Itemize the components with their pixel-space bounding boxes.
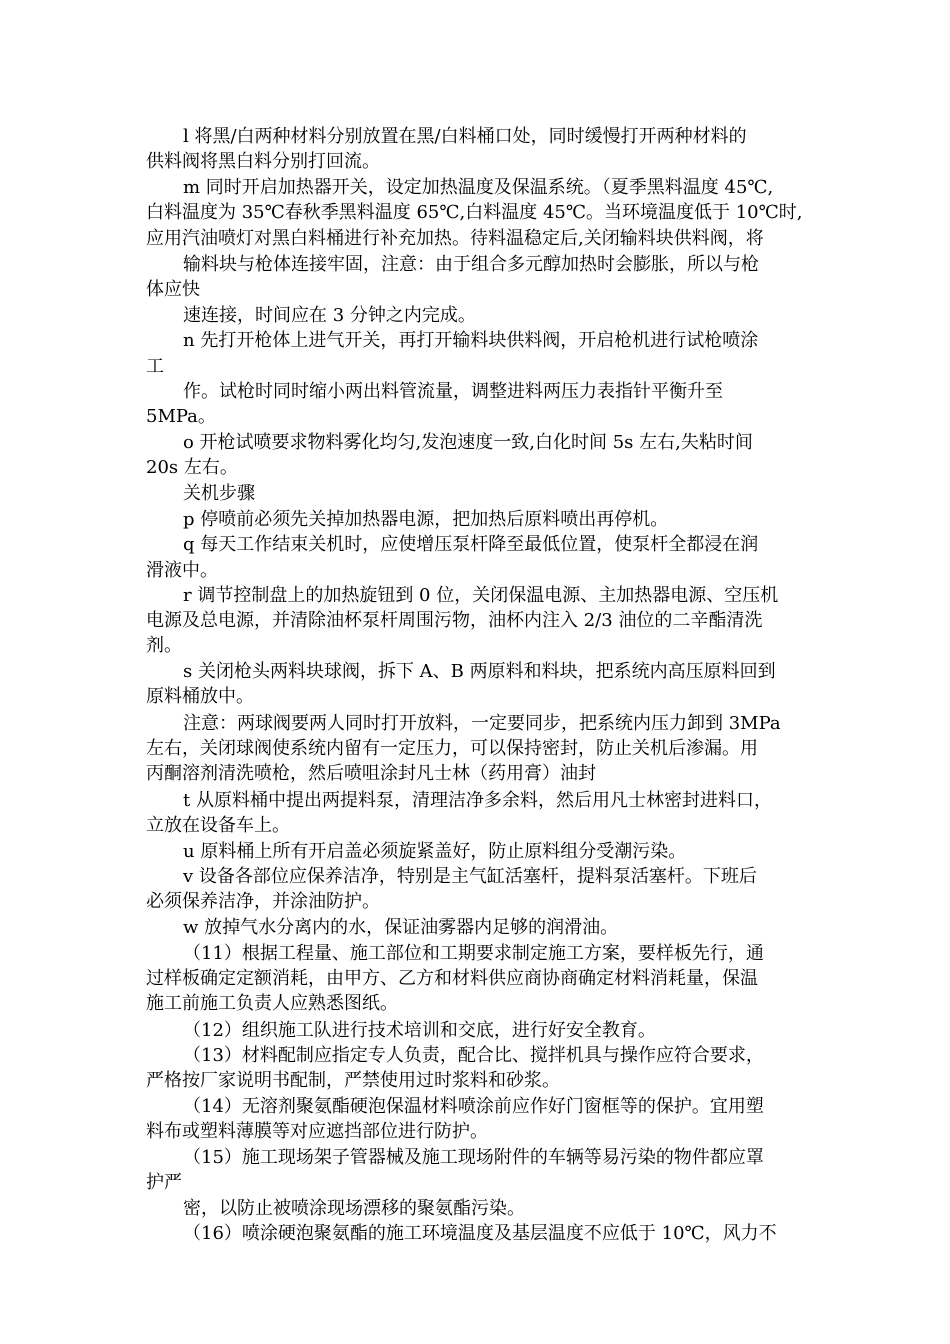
text-line: m 同时开启加热器开关，设定加热温度及保温系统。（夏季黑料温度 45℃, [183,177,774,198]
text-line: 供料阀将黑白料分别打回流。 [146,151,380,172]
text-line: p 停喷前必须先关掉加热器电源，把加热后原料喷出再停机。 [183,509,669,530]
text-line: n 先打开枪体上进气开关，再打开输料块供料阀，开启枪机进行试枪喷涂 [183,330,759,351]
text-line: 过样板确定定额消耗，由甲方、乙方和材料供应商协商确定材料消耗量，保温 [146,968,758,989]
text-line: 施工前施工负责人应熟悉图纸。 [146,993,398,1014]
section-heading: 关机步骤 [183,483,255,504]
text-line: （13）材料配制应指定专人负责，配合比、搅拌机具与操作应符合要求， [183,1045,764,1066]
text-line: r 调节控制盘上的加热旋钮到 0 位，关闭保温电源、主加热器电源、空压机 [183,585,779,606]
text-line: 5MPa。 [146,406,216,427]
text-line: 左右，关闭球阀使系统内留有一定压力，可以保持密封，防止关机后渗漏。用 [146,738,758,759]
text-line: 20s 左右。 [146,457,238,478]
text-line: 必须保养洁净，并涂油防护。 [146,891,380,912]
text-line: 注意：两球阀要两人同时打开放料，一定要同步，把系统内压力卸到 3MPa [183,713,781,734]
text-line: 料布或塑料薄膜等对应遮挡部位进行防护。 [146,1121,488,1142]
text-line: 作。试枪时同时缩小两出料管流量，调整进料两压力表指针平衡升至 [183,381,723,402]
text-line: 严格按厂家说明书配制，严禁使用过时浆料和砂浆。 [146,1070,560,1091]
text-line: 密，以防止被喷涂现场漂移的聚氨酯污染。 [183,1198,525,1219]
text-line: 立放在设备车上。 [146,815,290,836]
text-line: 白料温度为 35℃春秋季黑料温度 65℃,白料温度 45℃。当环境温度低于 10℃时, [146,202,803,223]
text-line: q 每天工作结束关机时，应使增压泵杆降至最低位置，使泵杆全都浸在润 [183,534,759,555]
text-line: 护严 [146,1172,182,1193]
text-line: s 关闭枪头两料块球阀，拆下 A、B 两原料和料块，把系统内高压原料回到 [183,661,776,682]
text-line: 原料桶放中。 [146,686,254,707]
text-line: v 设备各部位应保养洁净，特别是主气缸活塞杆，提料泵活塞杆。下班后 [183,866,757,887]
text-line: 丙酮溶剂清洗喷枪，然后喷咀涂封凡士林（药用膏）油封 [146,763,596,784]
text-line: （12）组织施工队进行技术培训和交底，进行好安全教育。 [183,1020,656,1041]
text-line: （15）施工现场架子管器械及施工现场附件的车辆等易污染的物件都应罩 [183,1147,764,1168]
text-line: u 原料桶上所有开启盖必须旋紧盖好，防止原料组分受潮污染。 [183,841,687,862]
text-line: 滑液中。 [146,560,218,581]
text-line: 速连接，时间应在 3 分钟之内完成。 [183,305,476,326]
text-line: l 将黑/白两种材料分别放置在黑/白料桶口处，同时缓慢打开两种材料的 [183,126,747,147]
text-line: 体应快 [146,279,200,300]
text-line: 电源及总电源，并清除油杯泵杆周围污物，油杯内注入 2/3 油位的二辛酯清洗 [146,610,763,631]
text-line: t 从原料桶中提出两提料泵，清理洁净多余料，然后用凡士林密封进料口， [183,790,772,811]
text-line: （14）无溶剂聚氨酯硬泡保温材料喷涂前应作好门窗框等的保护。宜用塑 [183,1096,764,1117]
text-line: o 开枪试喷要求物料雾化均匀,发泡速度一致,白化时间 5s 左右,失粘时间 [183,432,753,453]
text-line: （11）根据工程量、施工部位和工期要求制定施工方案，要样板先行，通 [183,943,764,964]
text-line: 输料块与枪体连接牢固，注意：由于组合多元醇加热时会膨胀，所以与枪 [183,254,759,275]
text-line: 剂。 [146,635,182,656]
text-line: 工 [146,356,164,377]
text-line: w 放掉气水分离内的水，保证油雾器内足够的润滑油。 [183,917,619,938]
text-line: 应用汽油喷灯对黑白料桶进行补充加热。待料温稳定后,关闭输料块供料阀，将 [146,228,764,249]
text-line: （16）喷涂硬泡聚氨酯的施工环境温度及基层温度不应低于 10℃，风力不 [183,1223,777,1244]
